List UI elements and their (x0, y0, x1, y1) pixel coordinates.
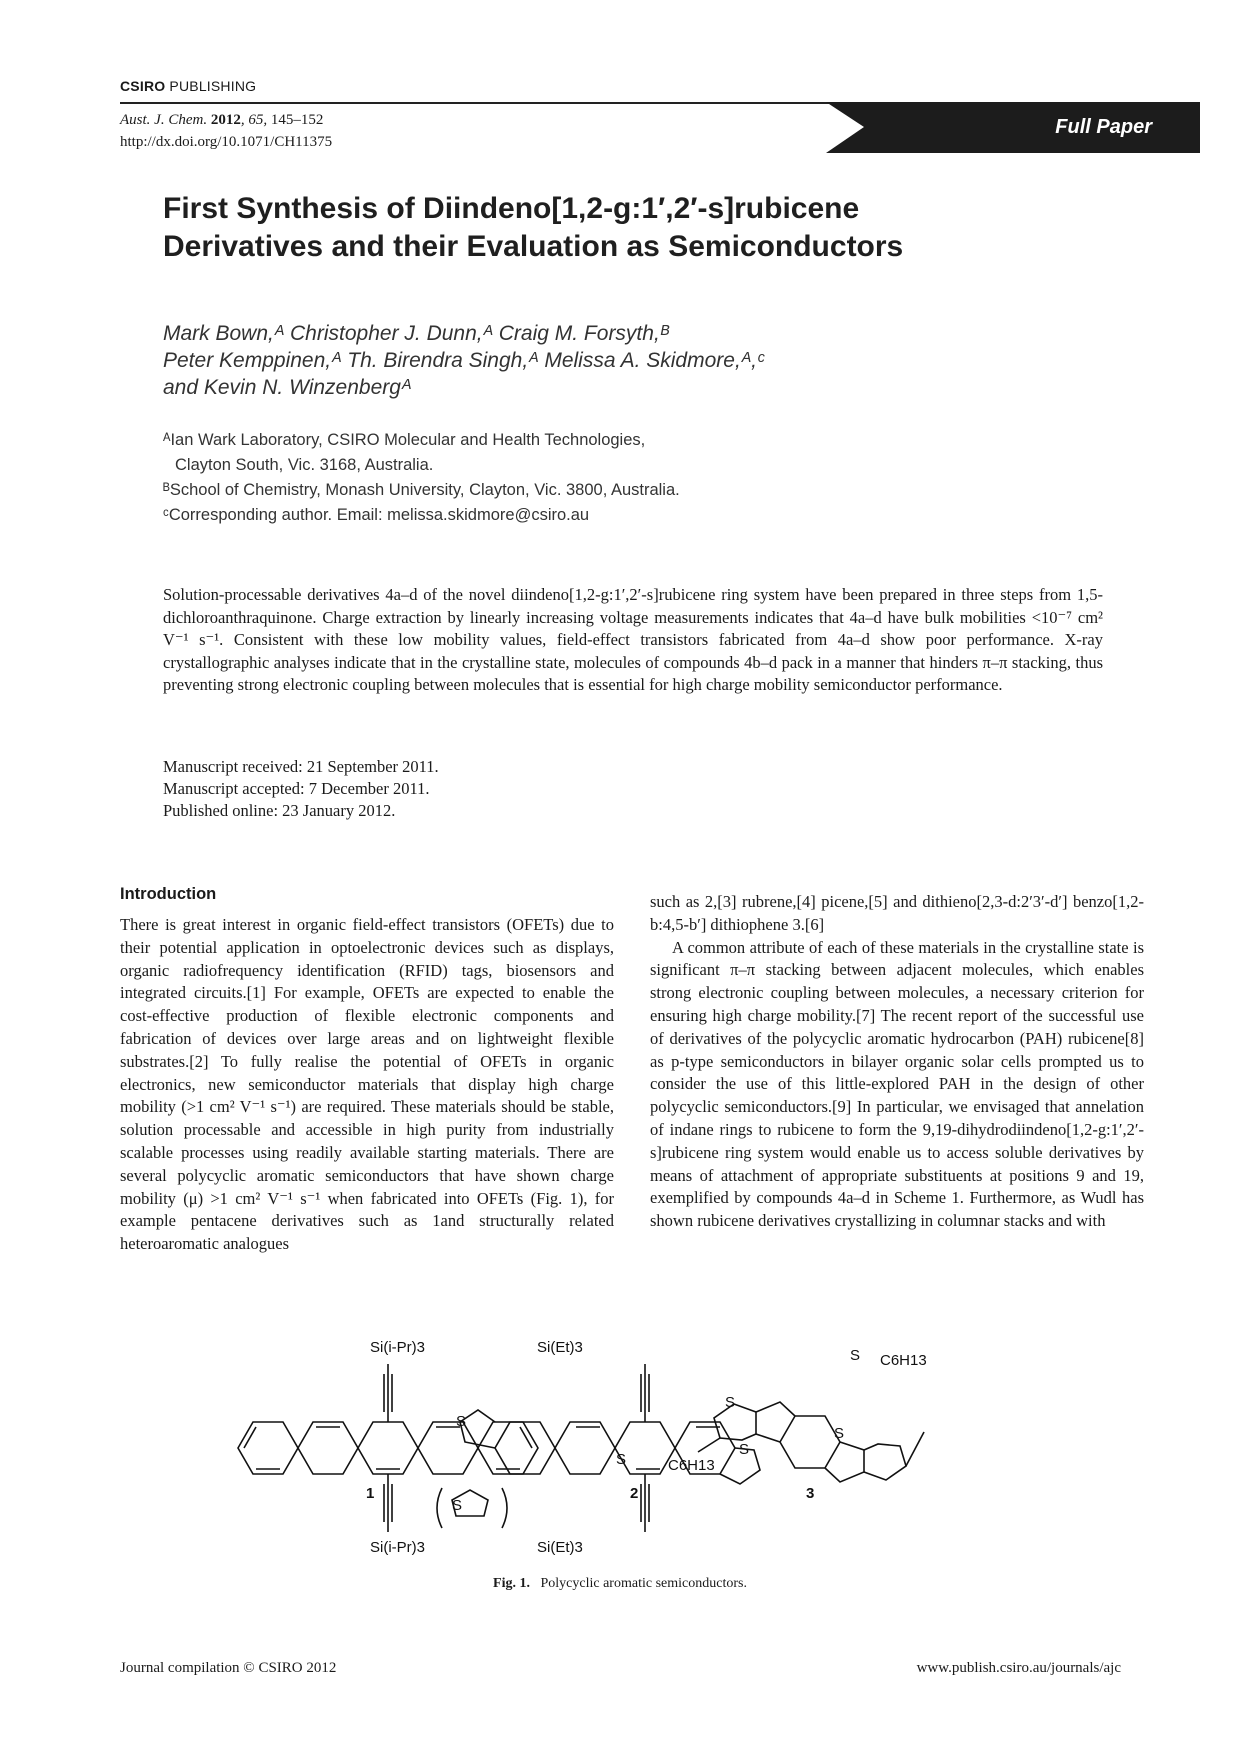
affiliations (163, 428, 963, 528)
author-list (163, 320, 923, 401)
authors-line-1: Mark Bown,ᴬ Christopher J. Dunn,ᴬ Craig M. Forsyth,ᴮ (163, 322, 670, 345)
manuscript-dates (163, 756, 439, 822)
label-c3-bottom: C6H13 (668, 1457, 715, 1474)
caption-label: Fig. 1. (493, 1576, 530, 1591)
abstract: Solution-processable derivatives 4a–d of the novel diindeno[1,2-g:1′,2′-s]rubicene ring system have been prepared in three steps from 1,5-dichloroanthraquinone. Charge extraction by linearly increasing voltage measurements indicates that 4a–d have bulk mobilities <10⁻⁷ cm² V⁻¹ s⁻¹. Consistent with these low mobility values, field-effect transistors fabricated from 4a–d show poor performance. X-ray crystallographic analyses indicate that in the crystalline state, molecules of compounds 4b–d pack in a manner that hinders π–π stacking, thus preventing strong electronic coupling between molecules that is essential for high charge mobility semiconductor performance. (163, 585, 1103, 694)
doi-link[interactable]: http://dx.doi.org/10.1071/CH11375 (120, 134, 333, 150)
label-c2-top: Si(Et)3 (537, 1339, 583, 1356)
intro-column-1 (120, 914, 614, 1256)
figure-1 (220, 1330, 1100, 1560)
label-c2-bottom: Si(Et)3 (537, 1539, 583, 1556)
footer-copyright: Journal compilation © CSIRO 2012 (120, 1660, 337, 1676)
figure-caption (120, 1576, 1120, 1592)
article-type-banner (826, 102, 1200, 153)
title-line-2: Derivatives and their Evaluation as Semiconductors (163, 230, 904, 263)
page-title (163, 190, 1113, 266)
date-accepted: Manuscript accepted: 7 December 2011. (163, 779, 430, 798)
date-received: Manuscript received: 21 September 2011. (163, 757, 439, 776)
affiliation-c: ᶜCorresponding author. Email: melissa.skidmore@csiro.au (163, 506, 590, 524)
compound-number-1: 1 (366, 1485, 375, 1502)
label-c3-top: C6H13 (880, 1352, 927, 1369)
compound-number-3: 3 (806, 1485, 815, 1502)
affiliation-b: ᴮSchool of Chemistry, Monash University, Clayton, Vic. 3800, Australia. (163, 481, 680, 499)
intro-paragraph-1: There is great interest in organic field-effect transistors (OFETs) due to their potential application in optoelectronic devices such as displays, organic radiofrequency identification (RFID) tags, biosensors and integrated circuits.[1] For example, OFETs are expected to enable the cost-effective production of flexible electronic components and fabrication of devices over large areas and on lightweight flexible substrates.[2] To fully realise the potential of OFETs in organic electronics, new semiconductor materials that display high charge mobility (>1 cm² V⁻¹ s⁻¹) are required. These materials should be stable, solution processable and accessible in high purity from industrially scalable processes using readily available starting materials. There are several polycyclic aromatic semiconductors that have shown charge mobility (μ) >1 cm² V⁻¹ s⁻¹ when fabricated into OFETs (Fig. 1), for example pentacene derivatives such as 1and structurally related heteroaromatic analogues (120, 915, 614, 1254)
title-line-1: First Synthesis of Diindeno[1,2-g:1′,2′-s]rubicene (163, 192, 860, 225)
compound-number-2: 2 (630, 1485, 639, 1502)
label-c3-sulfur-4: S (834, 1425, 845, 1442)
label-c1-top: Si(i-Pr)3 (370, 1339, 425, 1356)
article-type-label: Full Paper (1055, 116, 1152, 138)
label-c2-sulfur-left: S (456, 1413, 467, 1430)
label-c2-sulfur-right: S (616, 1451, 627, 1468)
affiliation-a: ᴬIan Wark Laboratory, CSIRO Molecular and Health Technologies, (163, 431, 646, 449)
journal-citation: Aust. J. Chem. 2012, 65, 145–152 (120, 112, 324, 128)
authors-line-2: Peter Kemppinen,ᴬ Th. Birendra Singh,ᴬ Melissa A. Skidmore,ᴬ,ᶜ (163, 349, 765, 372)
affiliation-a-cont: Clayton South, Vic. 3168, Australia. (175, 456, 434, 474)
label-thiophene-sulfur: S (452, 1497, 463, 1514)
intro-paragraph-2: such as 2,[3] rubrene,[4] picene,[5] and dithieno[2,3-d:2′3′-d′] benzo[1,2-b:4,5-b′] dithiophene 3.[6] (650, 892, 1144, 934)
footer-url[interactable]: www.publish.csiro.au/journals/ajc (916, 1660, 1121, 1676)
section-heading: Introduction (120, 885, 217, 903)
chemical-structures (220, 1330, 1100, 1560)
publisher-name: CSIRO PUBLISHING (120, 78, 257, 94)
date-published: Published online: 23 January 2012. (163, 801, 396, 820)
authors-line-3: and Kevin N. Winzenbergᴬ (163, 376, 412, 399)
label-c3-sulfur-2: S (739, 1441, 750, 1458)
compound-2-structure (437, 1364, 760, 1532)
caption-text: Polycyclic aromatic semiconductors. (540, 1576, 747, 1591)
label-c1-bottom: Si(i-Pr)3 (370, 1539, 425, 1556)
intro-column-2 (650, 891, 1144, 1233)
label-c3-sulfur-3: S (850, 1347, 861, 1364)
intro-paragraph-3: A common attribute of each of these materials in the crystalline state is significant π–π stacking between adjacent molecules, which enables strong electronic coupling between molecules, a necessary criterion for ensuring high charge mobility.[7] The recent report of the successful use of derivatives of the polycyclic aromatic hydrocarbon (PAH) rubicene[8] as p-type semiconductors in bilayer organic solar cells prompted us to consider the use of this little-explored PAH in the design of other polycyclic semiconductors.[9] In particular, we envisaged that annelation of indane rings to rubicene to form the 9,19-dihydrodiindeno[1,2-g:1′,2′-s]rubicene ring system would enable us to access soluble derivatives by means of attachment of appropriate substituents at positions 9 and 19, exemplified by compounds 4a–d in Scheme 1. Furthermore, as Wudl has shown rubicene derivatives crystallizing in columnar stacks and with (650, 937, 1144, 1231)
label-c3-sulfur-1: S (725, 1394, 736, 1411)
